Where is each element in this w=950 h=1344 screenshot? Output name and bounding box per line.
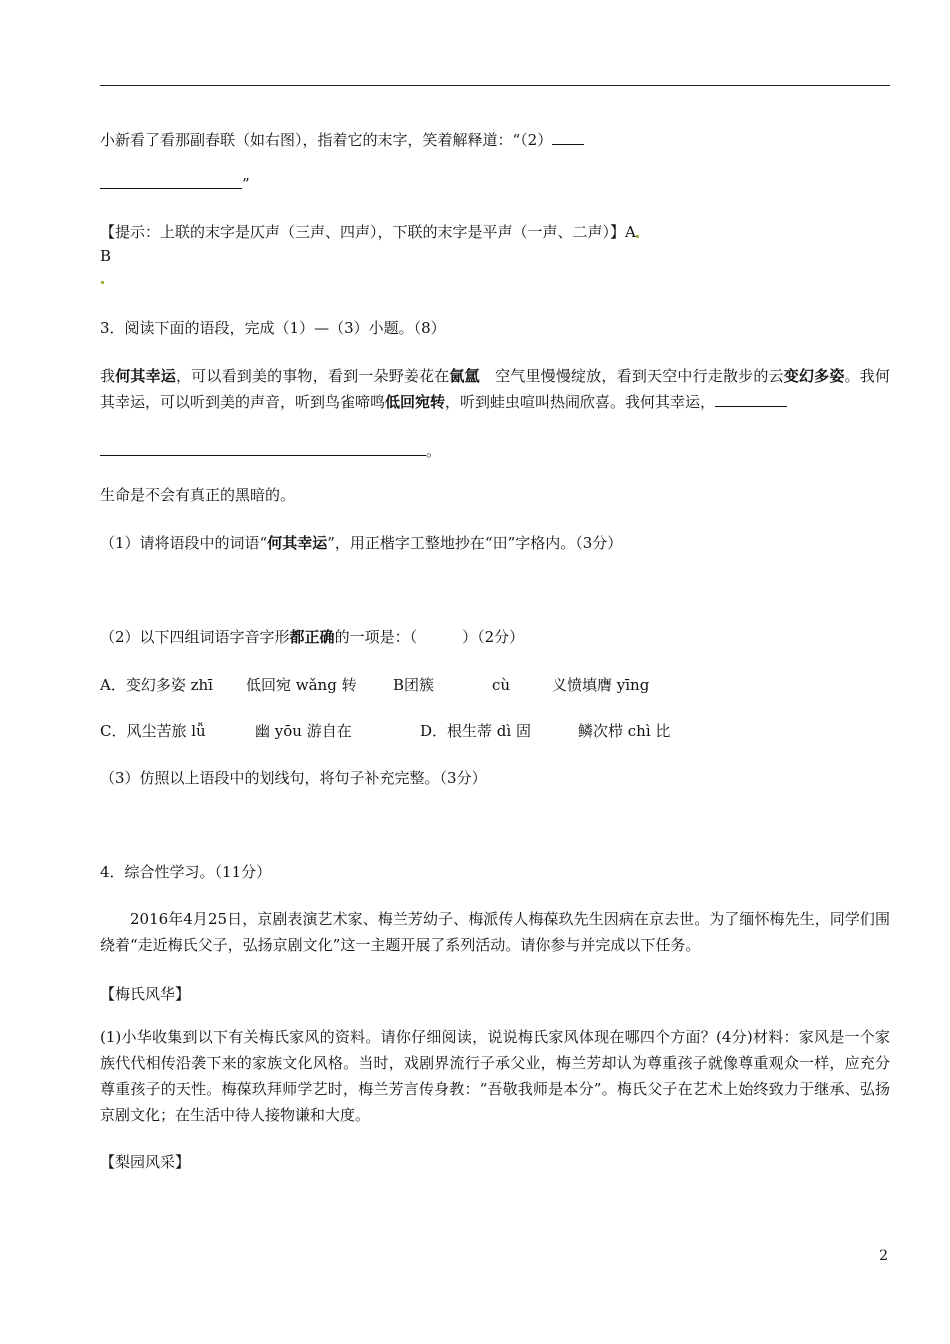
q3-sub1: （1）请将语段中的词语“何其幸运”，用正楷字工整地抄在“田”字格内。（3分） [100, 534, 623, 552]
couplet-line: 小新看了看那副春联（如右图），指着它的末字，笑着解释道：“（2） [100, 128, 584, 150]
options-row-ab: A．变幻多姿 zhī 低回宛 wǎng 转 B团簇 cù 义愤填膺 yīng [100, 676, 650, 694]
q3-passage: 我何其幸运，可以看到美的事物，看到一朵野姜花在氤氲 空气里慢慢绽放，看到天空中行走散步的云变幻多姿。我何其幸运，可以听到美的声音，听到鸟雀啼鸣低回宛转，听到蛙虫喧叫热闹欣喜。我何其幸运， [100, 367, 890, 411]
marker-dot [636, 235, 639, 238]
passage-end-line: 。 [100, 439, 441, 461]
q4-title: 4．综合性学习。（11分） [100, 863, 272, 881]
bold-word: 氤氲 [449, 367, 480, 385]
bold-word: 变幻多姿 [783, 367, 845, 385]
answer-blank [715, 390, 787, 407]
option-b: B团簇 [393, 676, 435, 694]
hint-line: 【提示：上联的末字是仄声（三声、四声），下联的末字是平声（一声、二声）】A [100, 223, 636, 241]
answer-blank [100, 172, 242, 189]
header-rule [100, 85, 890, 86]
marker-dot [101, 281, 104, 284]
option-c: C．风尘苦旅 lǚ [100, 722, 206, 740]
answer-blank [552, 128, 584, 145]
page-number: 2 [879, 1248, 888, 1264]
q3-sub2: （2）以下四组词语字音字形都正确的一项是：（ ）（2分） [100, 628, 525, 646]
option-d: D．根生蒂 dì 固 [420, 722, 531, 740]
bold-word: 何其幸运 [115, 367, 176, 385]
section-heading: 【梅氏风华】 [100, 985, 191, 1003]
q3-closing: 生命是不会有真正的黑暗的。 [100, 486, 296, 504]
answer-blank [100, 439, 426, 456]
option-a: A．变幻多姿 zhī [100, 676, 213, 694]
section-heading: 【梨园风采】 [100, 1153, 191, 1171]
q4-task1: (1)小华收集到以下有关梅氏家风的资料。请你仔细阅读，说说梅氏家风体现在哪四个方面？(4分)材料：家风是一个家族代代相传沿袭下来的家族文化风格。当时，戏剧界流行子承父业，梅兰芳却认为尊重孩子就像尊重观众一样，应充分尊重孩子的天性。梅葆玖拜师学艺时，梅兰芳言传身教：“吾敬我师是本分”。梅氏父子在艺术上始终致力于继承、弘扬京剧文化；在生活中待人接物谦和大度。 [100, 1028, 890, 1124]
q3-sub3: （3）仿照以上语段中的划线句，将句子补充完整。（3分） [100, 769, 487, 787]
b-label: B [100, 247, 112, 265]
q4-intro: 2016年4月25日，京剧表演艺术家、梅兰芳幼子、梅派传人梅葆玖先生因病在京去世。为了缅怀梅先生，同学们围绕着“走近梅氏父子，弘扬京剧文化”这一主题开展了系列活动。请你参与并完成以下任务。 [100, 910, 890, 954]
bold-word: 低回宛转 [385, 393, 446, 411]
couplet-line-continued: ” [100, 172, 250, 194]
options-row-cd: C．风尘苦旅 lǚ 幽 yōu 游自在 D．根生蒂 dì 固 鳞次栉 chì 比 [100, 722, 671, 740]
q3-title: 3．阅读下面的语段，完成（1）—（3）小题。（8） [100, 319, 446, 337]
